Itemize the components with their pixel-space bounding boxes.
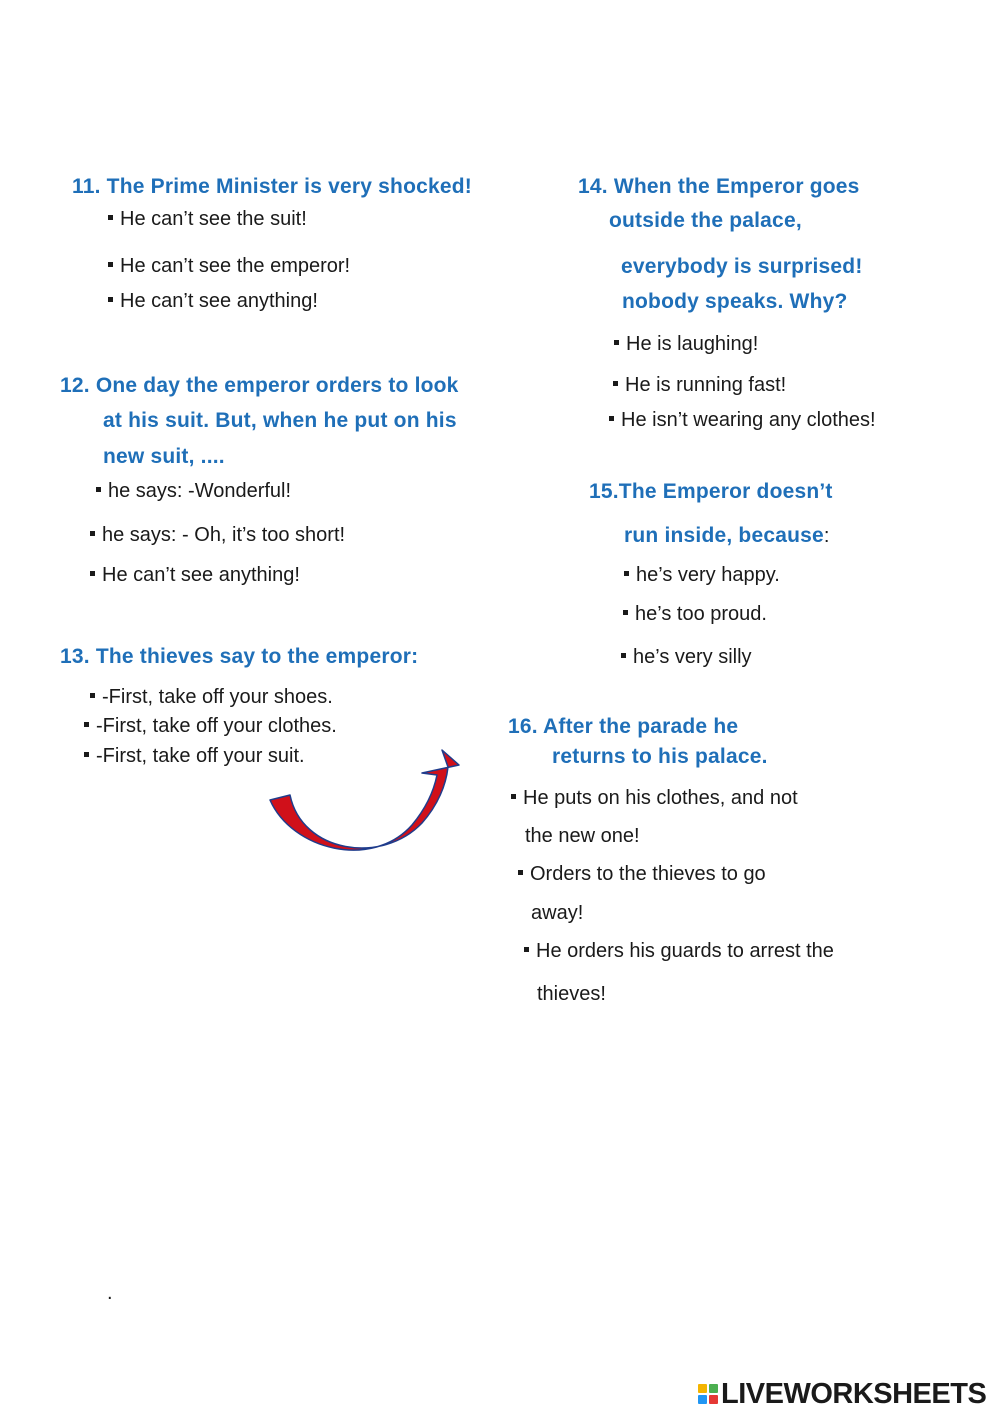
q13-option-3[interactable]: -First, take off your suit. — [84, 746, 305, 766]
q16-option-2[interactable]: Orders to the thieves to go — [518, 864, 766, 884]
q12-option-1[interactable]: he says: -Wonderful! — [96, 481, 291, 501]
q11-option-3[interactable]: He can’t see anything! — [108, 291, 318, 311]
bullet-icon — [624, 571, 629, 576]
logo-tile-yellow — [698, 1384, 707, 1393]
q16-option-1[interactable]: He puts on his clothes, and not — [511, 788, 798, 808]
bullet-icon — [621, 653, 626, 658]
question-16-title-line1: 16. After the parade he — [508, 715, 739, 738]
q15-option-3[interactable]: he’s very silly — [621, 647, 752, 667]
question-14-title-line2: outside the palace, — [609, 209, 802, 232]
question-16-title-line2: returns to his palace. — [552, 745, 768, 768]
bullet-icon — [623, 610, 628, 615]
liveworksheets-logo-icon — [698, 1384, 718, 1404]
q15-option-2[interactable]: he’s too proud. — [623, 604, 767, 624]
logo-tile-blue — [698, 1395, 707, 1404]
bullet-icon — [108, 297, 113, 302]
q13-option-1[interactable]: -First, take off your shoes. — [90, 687, 333, 707]
q12-option-2[interactable]: he says: - Oh, it’s too short! — [90, 525, 345, 545]
liveworksheets-logo — [698, 1378, 986, 1410]
bullet-icon — [511, 794, 516, 799]
q12-option-3[interactable]: He can’t see anything! — [90, 565, 300, 585]
q16-option-3[interactable]: He orders his guards to arrest the — [524, 941, 834, 961]
question-14-title-line4: nobody speaks. Why? — [622, 290, 848, 313]
bullet-icon — [613, 381, 618, 386]
q14-option-3[interactable]: He isn’t wearing any clothes! — [609, 410, 876, 430]
bullet-icon — [609, 416, 614, 421]
bullet-icon — [96, 487, 101, 492]
question-15-title-line2: run inside, because: — [624, 524, 830, 547]
q14-option-2[interactable]: He is running fast! — [613, 375, 786, 395]
question-12-title-line1: 12. One day the emperor orders to look — [60, 374, 459, 397]
logo-tile-red — [709, 1395, 718, 1404]
bullet-icon — [108, 215, 113, 220]
bullet-icon — [614, 340, 619, 345]
question-11-title: 11. The Prime Minister is very shocked! — [72, 175, 472, 198]
q14-option-1[interactable]: He is laughing! — [614, 334, 758, 354]
curved-arrow-icon — [262, 745, 467, 865]
brand-name: LIVEWORKSHEETS — [721, 1377, 987, 1410]
question-14-title-line3: everybody is surprised! — [621, 255, 863, 278]
question-12-title-line3: new suit, .... — [103, 445, 225, 468]
q11-option-2[interactable]: He can’t see the emperor! — [108, 256, 350, 276]
bullet-icon — [90, 571, 95, 576]
bullet-icon — [518, 870, 523, 875]
question-14-title-line1: 14. When the Emperor goes — [578, 175, 860, 198]
q16-option-3-cont: thieves! — [537, 983, 606, 1005]
footer-dot: . — [107, 1282, 113, 1304]
bullet-icon — [90, 531, 95, 536]
question-13-title: 13. The thieves say to the emperor: — [60, 645, 419, 668]
bullet-icon — [524, 947, 529, 952]
q16-option-2-cont: away! — [531, 902, 584, 924]
question-12-title-line2: at his suit. But, when he put on his — [103, 409, 457, 432]
question-15-title-line1: 15.The Emperor doesn’t — [589, 480, 833, 503]
bullet-icon — [108, 262, 113, 267]
bullet-icon — [84, 752, 89, 757]
q16-option-1-cont: the new one! — [525, 825, 640, 847]
logo-tile-green — [709, 1384, 718, 1393]
bullet-icon — [90, 693, 95, 698]
q13-option-2[interactable]: -First, take off your clothes. — [84, 716, 337, 736]
bullet-icon — [84, 722, 89, 727]
q15-option-1[interactable]: he’s very happy. — [624, 565, 780, 585]
q11-option-1[interactable]: He can’t see the suit! — [108, 209, 307, 229]
